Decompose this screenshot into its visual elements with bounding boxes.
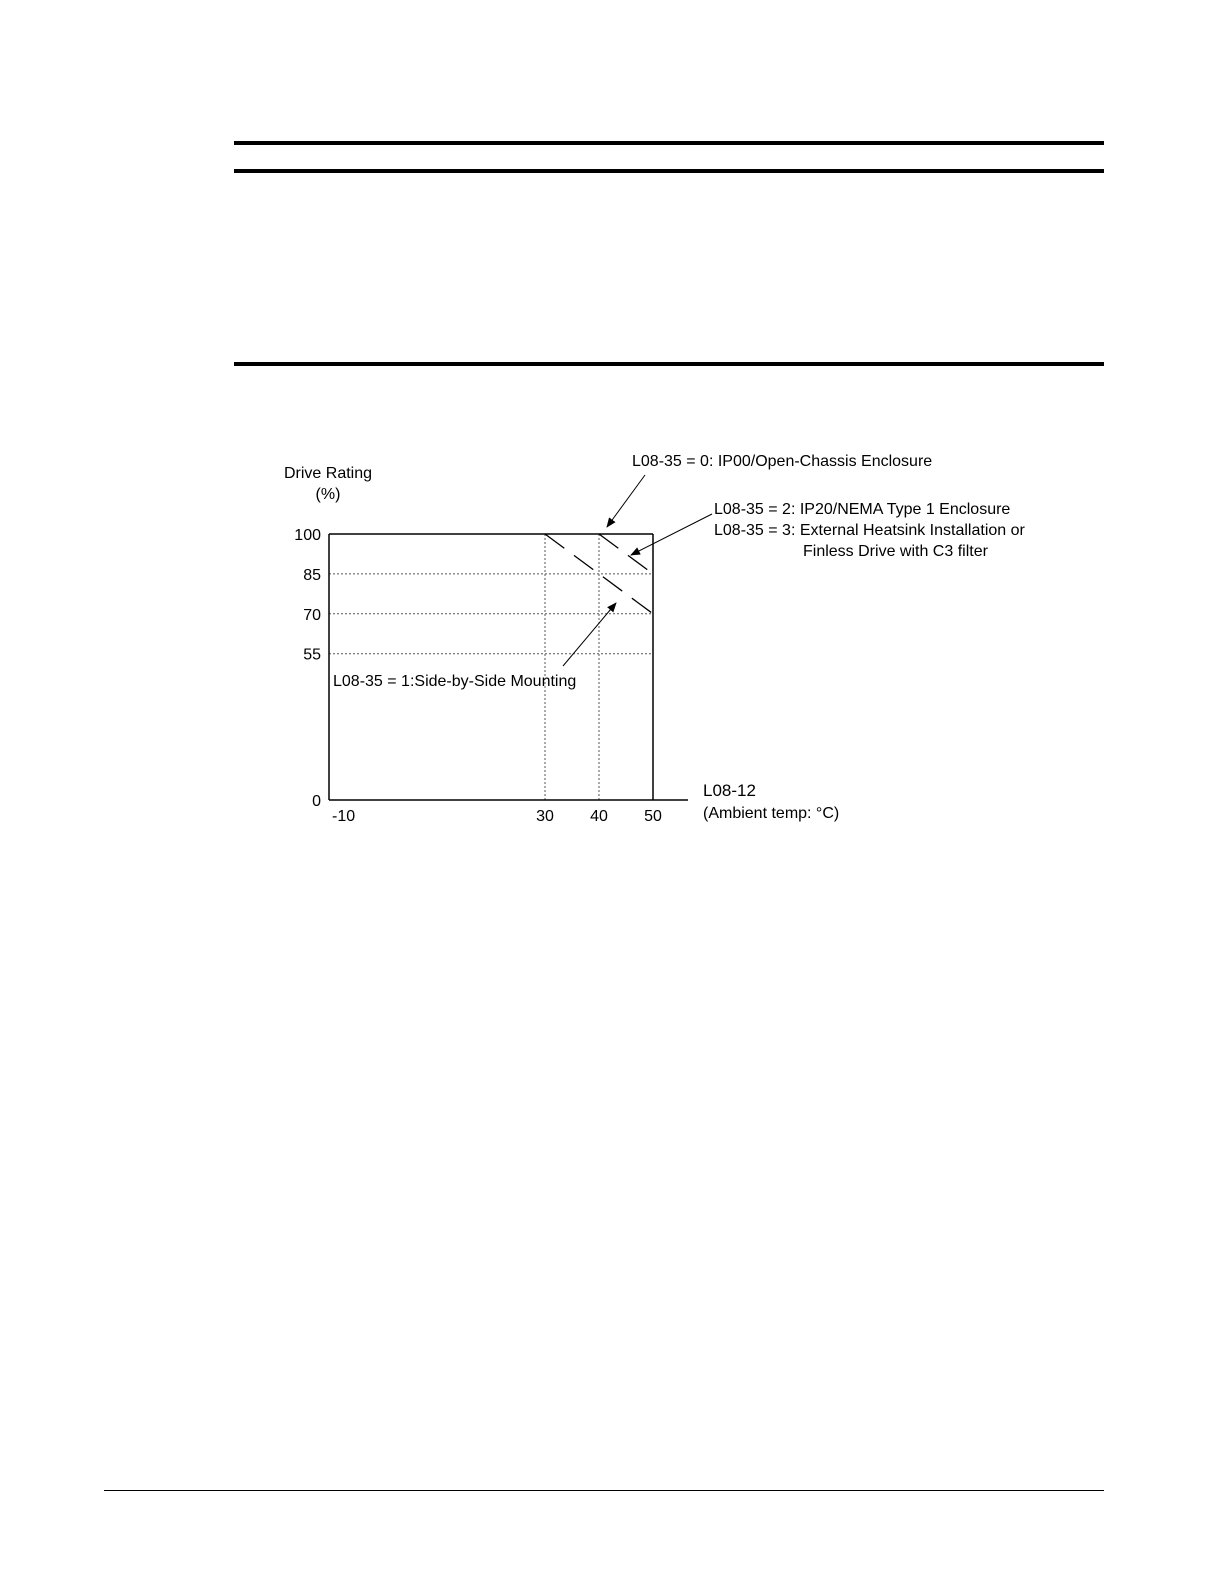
y-tick-label-55: 55: [303, 646, 321, 664]
arrow-open-chassis: [607, 475, 645, 527]
annotation-ip20-nema: L08-35 = 2: IP20/NEMA Type 1 Enclosure: [714, 501, 1011, 518]
x-tick-label-50: 50: [644, 808, 662, 825]
annotation-external-heatsink: L08-35 = 3: External Heatsink Installation or: [714, 522, 1025, 539]
annotation-finless-drive: Finless Drive with C3 filter: [803, 543, 988, 560]
y-tick-label-100: 100: [294, 527, 321, 544]
x-tick-label-30: 30: [536, 808, 554, 825]
y-tick-label-85: 85: [303, 566, 321, 584]
x-tick-label-40: 40: [590, 808, 608, 825]
y-tick-label-0: 0: [312, 793, 321, 810]
grid-lines: [329, 534, 653, 800]
x-axis-label-line2: (Ambient temp: °C): [703, 805, 840, 822]
annotation-side-by-side: L08-35 = 1:Side-by-Side Mounting: [333, 673, 577, 690]
series-open-chassis-segment: [599, 534, 653, 574]
x-axis-label-line1: L08-12: [703, 781, 756, 800]
annotation-arrows: [563, 475, 712, 666]
y-axis-label-line1: Drive Rating: [283, 465, 373, 482]
x-tick-label--10: -10: [332, 808, 356, 825]
arrow-side-by-side: [563, 603, 616, 666]
y-tick-label-70: 70: [303, 606, 321, 624]
y-axis-label-line2: (%): [315, 486, 341, 503]
annotation-open-chassis: L08-35 = 0: IP00/Open-Chassis Enclosure: [632, 453, 933, 470]
